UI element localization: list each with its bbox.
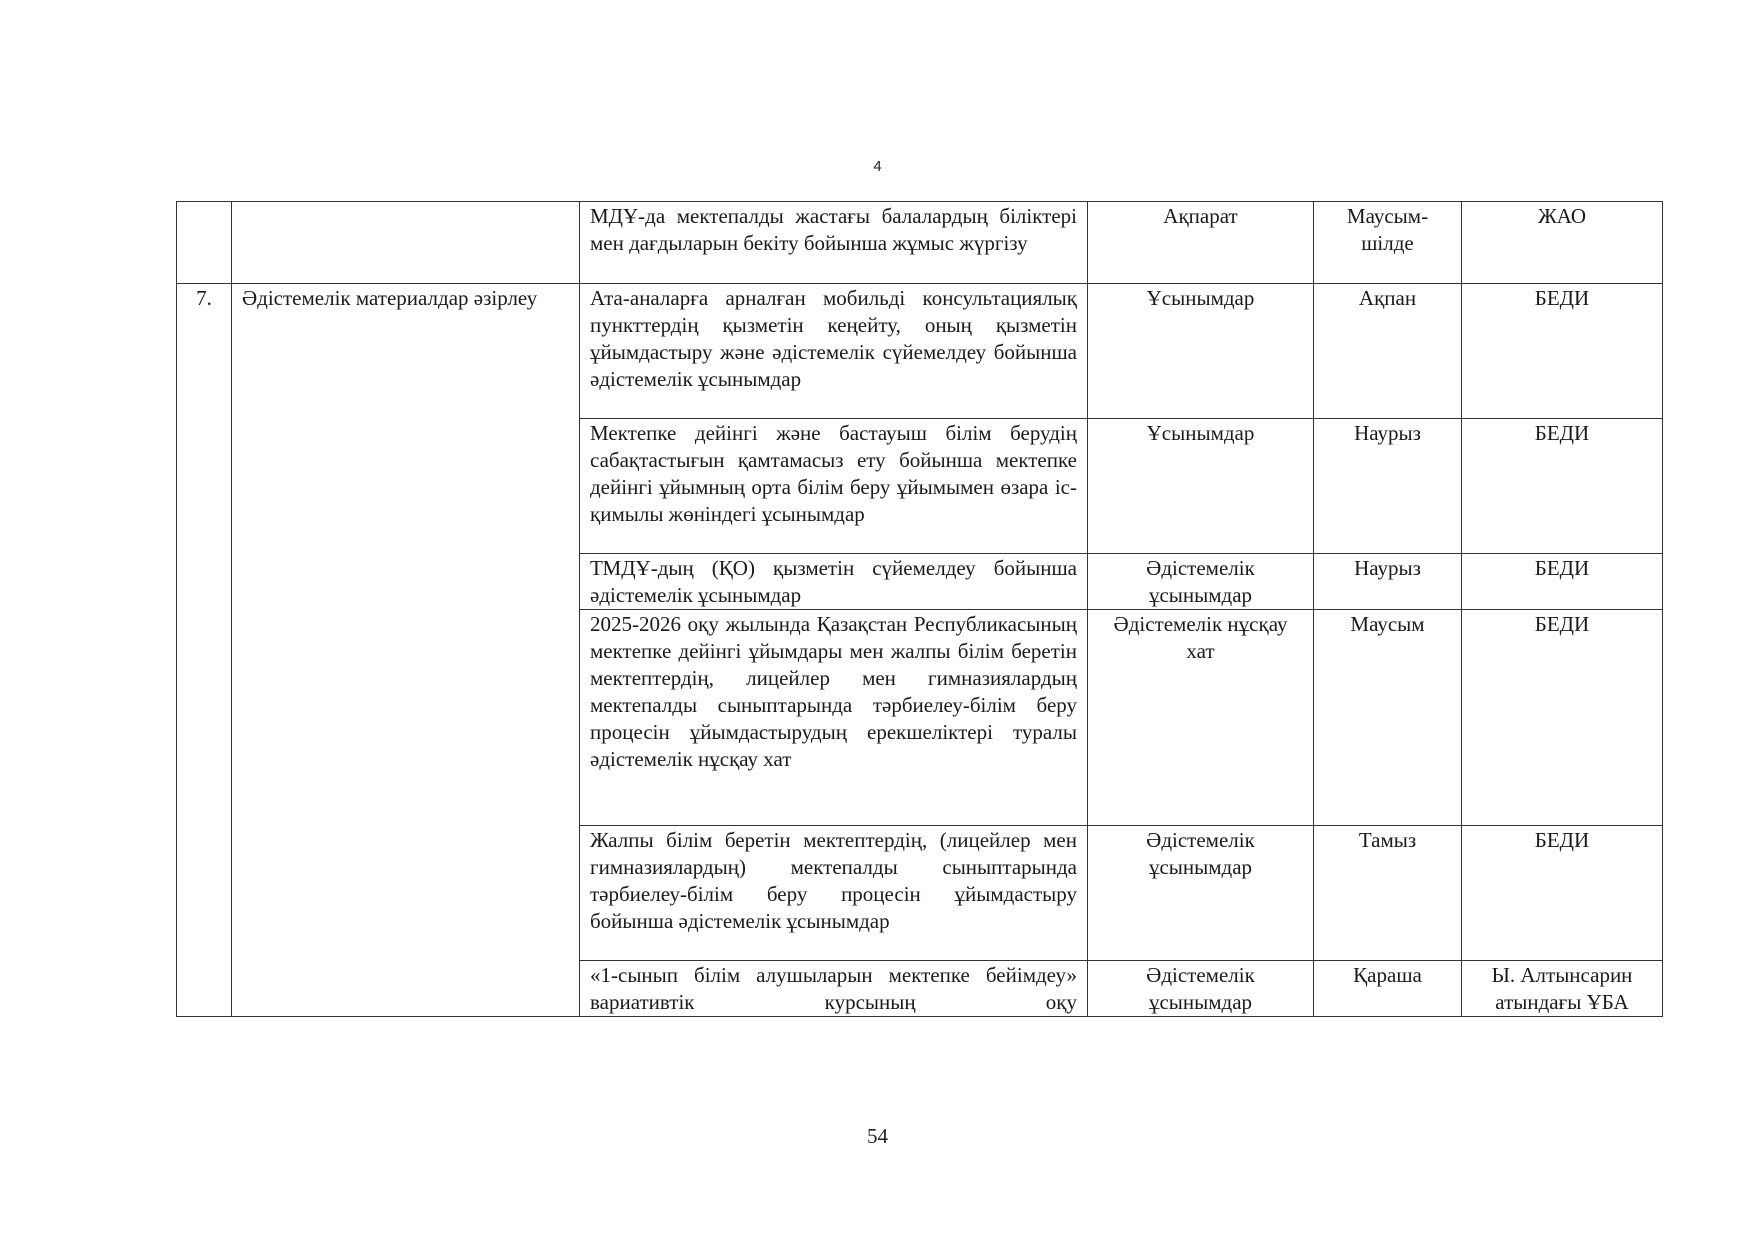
responsible-cell: БЕДИ	[1462, 610, 1663, 826]
activity-cell: Жалпы білім беретін мектептердің, (лицейлер мен гимназиялардың) мектепалды сыныптарында тәрбиелеу-білім беру процесін ұйымдастыру бойынша әдістемелік ұсынымдар	[580, 826, 1088, 961]
activity-cell: ТМДҰ-дың (ҚО) қызметін сүйемелдеу бойынша әдістемелік ұсынымдар	[580, 554, 1088, 610]
row-number-cell: 7.	[177, 284, 232, 1017]
form-cell: Әдістемелік ұсынымдар	[1088, 554, 1314, 610]
term-cell: Ақпан	[1314, 284, 1462, 419]
form-cell: Ұсынымдар	[1088, 284, 1314, 419]
activity-cell: МДҰ-да мектепалды жастағы балалардың біліктері мен дағдыларын бекіту бойынша жұмыс жүргізу	[580, 202, 1088, 284]
table-row	[177, 202, 1663, 284]
header-page-number: 4	[873, 158, 882, 175]
responsible-cell: БЕДИ	[1462, 284, 1663, 419]
activity-cell: Мектепке дейінгі және бастауыш білім берудің сабақтастығын қамтамасыз ету бойынша мектепке дейінгі ұйымның орта білім беру ұйымымен өзара іс-қимылы жөніндегі ұсынымдар	[580, 419, 1088, 554]
responsible-cell: ЖАО	[1462, 202, 1663, 284]
term-cell: Наурыз	[1314, 554, 1462, 610]
direction-cell: Әдістемелік материалдар әзірлеу	[232, 284, 580, 1017]
responsible-cell: БЕДИ	[1462, 826, 1663, 961]
activity-cell: 2025-2026 оқу жылында Қазақстан Республикасының мектепке дейінгі ұйымдары мен жалпы білім беретін мектептердің, лицейлер мен гимназиялардың мектепалды сыныптарында тәрбиелеу-білім беру процесін ұйымдастырудың ерекшеліктері туралы әдістемелік нұсқау хат	[580, 610, 1088, 826]
footer-page-number: 54	[867, 1124, 888, 1148]
form-cell: Әдістемелік ұсынымдар	[1088, 961, 1314, 1017]
responsible-cell: Ы. Алтынсарин атындағы ҰБА	[1462, 961, 1663, 1017]
responsible-cell: БЕДИ	[1462, 419, 1663, 554]
term-cell: Маусым-шілде	[1314, 202, 1462, 284]
term-cell: Наурыз	[1314, 419, 1462, 554]
table-row	[177, 284, 1663, 419]
responsible-cell: БЕДИ	[1462, 554, 1663, 610]
form-cell: Әдістемелік ұсынымдар	[1088, 826, 1314, 961]
activity-cell: Ата-аналарға арналған мобильді консультациялық пункттердің қызметін кеңейту, оның қызметін ұйымдастыру және әдістемелік сүйемелдеу бойынша әдістемелік ұсынымдар	[580, 284, 1088, 419]
form-cell: Ақпарат	[1088, 202, 1314, 284]
plan-table	[176, 201, 1663, 1017]
activity-cell: «1-сынып білім алушыларын мектепке бейімдеу» вариативтік курсының оқу	[580, 961, 1088, 1017]
direction-cell	[232, 202, 580, 284]
term-cell: Қараша	[1314, 961, 1462, 1017]
form-cell: Ұсынымдар	[1088, 419, 1314, 554]
form-cell: Әдістемелік нұсқау хат	[1088, 610, 1314, 826]
term-cell: Маусым	[1314, 610, 1462, 826]
row-number-cell	[177, 202, 232, 284]
term-cell: Тамыз	[1314, 826, 1462, 961]
